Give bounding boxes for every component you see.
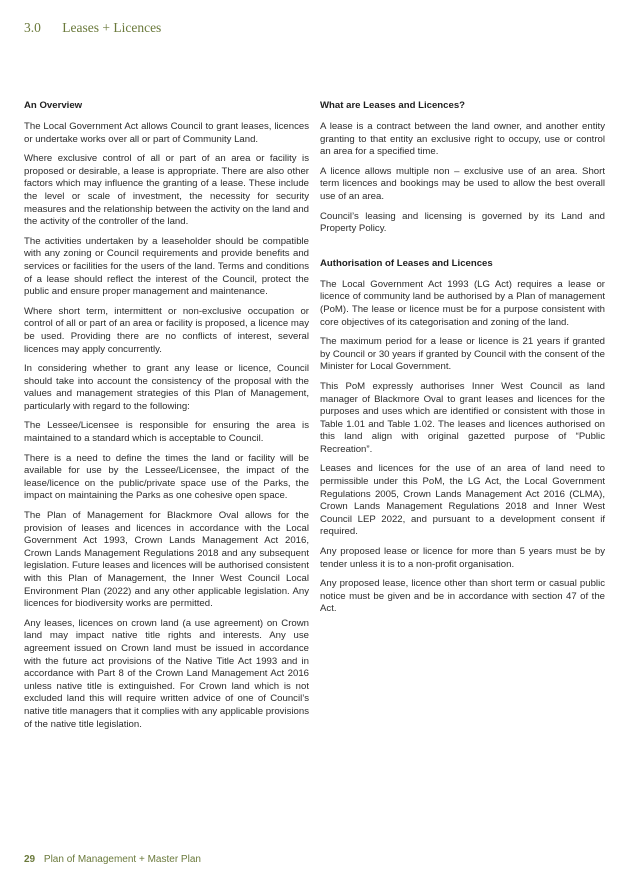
paragraph: Any proposed lease or licence for more than 5 years must be by tender unless it is to a non-profit organisation. (320, 546, 605, 570)
paragraph: Where short term, intermittent or non-exclusive occupation or control of all or part of an area or facility is proposed, a licence may be used. Providing there are no conflicts of interest, several licences may apply concurrently. (24, 305, 309, 355)
section-title: Leases + Licences (62, 20, 162, 35)
page-footer (24, 854, 201, 865)
page-number: 29 (24, 854, 36, 865)
paragraph: The Plan of Management for Blackmore Oval allows for the provision of leases and licences in accordance with the Local Government Act 1993, Crown Lands Management Act 2016, Crown Lands Management Regulations 2018 and any subsequent legislation. Future leases and licences will be authorised consistent with this Plan of Management, the Inner West Council Local Environment Plan (2022) and any other applicable legislation. Any licences for biodiversity works are permitted. (24, 510, 309, 610)
overview-heading: An Overview (24, 100, 83, 111)
section-header (24, 20, 161, 36)
section-number: 3.0 (24, 20, 41, 35)
right-column (320, 100, 605, 623)
authorisation-heading: Authorisation of Leases and Licences (320, 257, 493, 269)
paragraph: The Local Government Act allows Council to grant leases, licences or undertake works over all or part of Community Land. (24, 121, 309, 145)
paragraph: A lease is a contract between the land owner, and another entity granting to that entity an exclusive right to occupy, use or control an area for a specified time. (320, 121, 605, 158)
paragraph: Where exclusive control of all or part of an area or facility is proposed or desirable, a lease is appropriate. There are also other factors which may influence the granting of a lease. These include the level or scale of investment, the necessity for security measures and the relationship between the activity on the land and the activity of the controller of the land. (24, 153, 309, 228)
paragraph: A licence allows multiple non – exclusive use of an area. Short term licences and bookings may be used to allow the best overall use of an area. (320, 165, 605, 202)
paragraph: The maximum period for a lease or licence is 21 years if granted by Council or 30 years if granted by Council with the consent of the Minister for Local Government. (320, 336, 605, 373)
paragraph: Leases and licences for the use of an area of land need to permissible under this PoM, the LG Act, the Local Government Regulations 2005, Crown Lands Management Act 2016 (CLMA), Crown Lands Management Regulations 2018 and Inner West Council LEP 2022, and pursuant to a development consent if required. (320, 463, 605, 538)
paragraph: There is a need to define the times the land or facility will be available for use by the Lessee/Licensee, the impact of the lease/licence on the public/private space use of the Parks, the impact on maintaining the Parks as one cohesive open space. (24, 452, 309, 502)
paragraph: The activities undertaken by a leaseholder should be compatible with any zoning or Council requirements and provide benefits and services or facilities for the users of the land. Terms and conditions of a lease should reflect the interest of the Council, protect the public and ensure proper management and maintenance. (24, 235, 309, 298)
paragraph: Any leases, licences on crown land (a use agreement) on Crown land may impact native title rights and interests. Any use agreement issued on Crown land must be issued in accordance with the future act provisions of the Native Title Act 1993 and in accordance with Part 8 of the Crown Land Management Act 2016 unless native title is extinguished. For Crown land which is not excluded land this will require written advice of one of Council’s native title managers that it complies with any applicable provisions of the native title legislation. (24, 617, 309, 730)
leases-licences-heading: What are Leases and Licences? (320, 100, 466, 111)
paragraph: Any proposed lease, licence other than short term or casual public notice must be given and be in accordance with section 47 of the Act. (320, 578, 605, 615)
left-column (24, 100, 309, 738)
paragraph: The Local Government Act 1993 (LG Act) requires a lease or licence of community land be authorised by a Plan of management (PoM). The lease or licence must be for a purpose consistent with core objectives of its categorisation and zoning of the land. (320, 278, 605, 328)
paragraph: This PoM expressly authorises Inner West Council as land manager of Blackmore Oval to grant leases and licences for the purposes and uses which are identified or consistent with those in Table 1.01 and Table 1.02. The leases and licences authorised on this land align with original gazetted purpose of “Public Recreation”. (320, 380, 605, 455)
document-title: Plan of Management + Master Plan (43, 854, 201, 865)
paragraph: The Lessee/Licensee is responsible for ensuring the area is maintained to a standard which is acceptable to Council. (24, 420, 309, 445)
paragraph: In considering whether to grant any lease or licence, Council should take into account the consistency of the proposal with the values and management strategies of this Plan of Management, particularly with regard to the following: (24, 363, 309, 412)
paragraph: Council’s leasing and licensing is governed by its Land and Property Policy. (320, 210, 605, 235)
